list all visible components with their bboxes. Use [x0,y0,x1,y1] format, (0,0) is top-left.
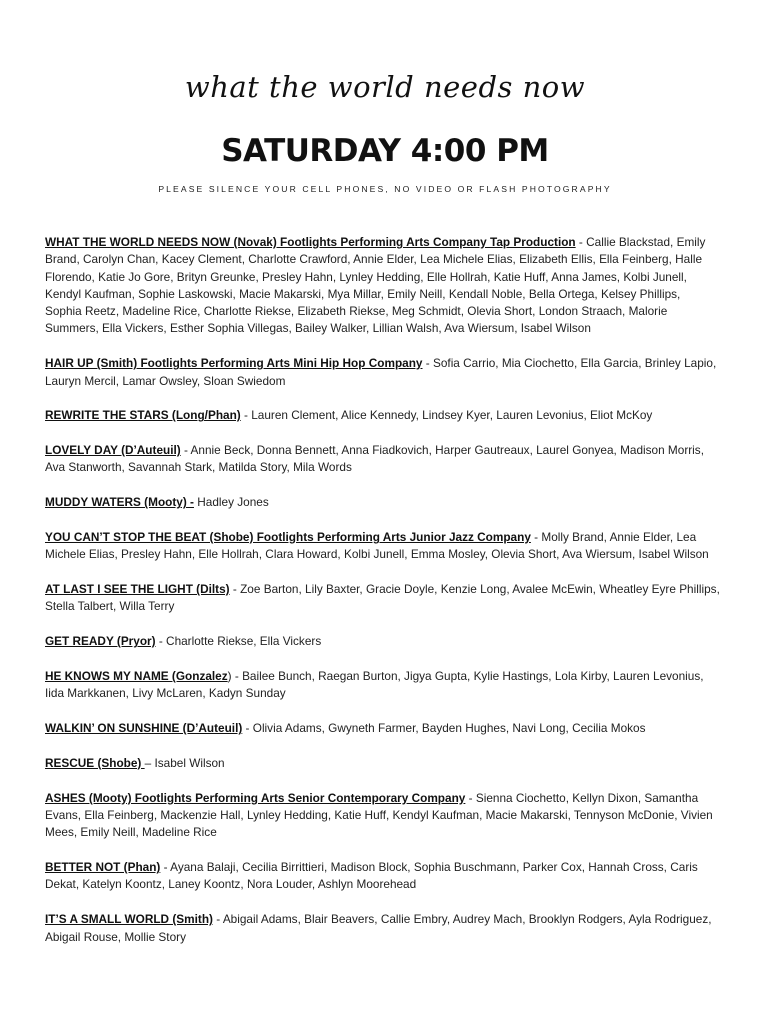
entry-heading: MUDDY WATERS (Mooty) - [45,495,194,510]
entry-performers: - Olivia Adams, Gwyneth Farmer, Bayden Hughes, Navi Long, Cecilia Mokos [242,721,646,736]
show-time-title: SATURDAY 4:00 PM [221,133,549,169]
entry-performers: - Molly Brand, Annie Elder, Lea Michele Elias, Presley Hahn, Elle Hollrah, Clara Howard, Kolbi Junell, Emma Mosley, Olevia Short, Ava Wiersum, Isabel Wilson [45,530,709,562]
entry-heading: IT’S A SMALL WORLD (Smith) [45,912,213,927]
program-entry [45,859,720,894]
entry-heading: WHAT THE WORLD NEEDS NOW (Novak) Footlights Performing Arts Company Tap Production [45,235,576,249]
program-entry [45,494,720,511]
program-entry [45,234,720,338]
program-entry [45,442,720,477]
entry-heading: HE KNOWS MY NAME (Gonzalez [45,669,228,684]
entry-performers: - Sienna Ciochetto, Kellyn Dixon, Samantha Evans, Ella Feinberg, Mackenzie Hall, Lynley Hedding, Katie Huff, Kendyl Kaufman, Macie Makarski, Tennyson McDonie, Vivien Mees, Emily Neill, Madeline Rice [45,790,713,840]
entry-heading: HAIR UP (Smith) Footlights Performing Arts Mini Hip Hop Company [45,356,423,371]
entry-heading: REWRITE THE STARS (Long/Phan) [45,408,241,423]
entry-heading: RESCUE (Shobe) [45,755,145,770]
entry-heading: WALKIN’ ON SUNSHINE (D’Auteuil) [45,721,243,736]
program-entry [45,720,720,737]
entry-heading: ASHES (Mooty) Footlights Performing Arts Senior Contemporary Company [45,790,466,805]
entry-performers: - Lauren Clement, Alice Kennedy, Lindsey Kyer, Lauren Levonius, Eliot McKoy [240,408,653,423]
entry-performers: - Callie Blackstad, Emily Brand, Carolyn Chan, Kacey Clement, Charlotte Crawford, Annie Elder, Lea Michele Elias, Elizabeth Ellis, Ella Feinberg, Halle Florendo, Katie Jo Gore, Brityn Greunke, Presley Hahn, Lynley Hedding, Elle Hollrah, Katie Huff, Anna James, Kolbi Junell, Kendyl Kaufman, Sophie Laskowski, Macie Makarski, Mya Millar, Emily Neill, Kendall Noble, Bella Ortega, Kelsey Phillips, Sophia Reetz, Madeline Rice, Charlotte Riekse, Elizabeth Riekse, Meg Schmidt, Olevia Short, London Straach, Malorie Summers, Ella Vickers, Esther Sophia Villegas, Bailey Walker, Lillian Walsh, Ava Wiersum, Isabel Wilson [45,235,706,336]
audience-notice: PLEASE SILENCE YOUR CELL PHONES, NO VIDEO OR FLASH PHOTOGRAPHY [158,184,612,194]
program-entry [45,668,720,703]
entry-performers: - Annie Beck, Donna Bennett, Anna Fiadkovich, Harper Gautreaux, Laurel Gonyea, Madison Morris, Ava Stanworth, Savannah Stark, Matilda Story, Mila Words [45,443,704,475]
entry-performers: – Isabel Wilson [144,755,225,770]
program-entry [45,755,720,772]
program-entry [45,633,720,650]
entry-heading: LOVELY DAY (D’Auteuil) [45,443,181,458]
entry-heading: GET READY (Pryor) [45,634,156,649]
program-entry [45,581,720,616]
script-title: what the world needs now [184,70,586,104]
entry-performers: ) - Bailee Bunch, Raegan Burton, Jigya Gupta, Kylie Hastings, Lola Kirby, Lauren Levonius, Iida Markkanen, Livy McLaren, Kadyn Sunday [45,669,704,701]
entry-performers: - Sofia Carrio, Mia Ciochetto, Ella Garcia, Brinley Lapio, Lauryn Mercil, Lamar Owsley, Sloan Swiedom [45,356,717,388]
program-entry [45,407,720,424]
program-entry [45,911,720,946]
entry-performers: - Charlotte Riekse, Ella Vickers [155,634,322,649]
entry-performers: Hadley Jones [193,495,269,510]
program-entry [45,355,720,390]
program-entry [45,529,720,564]
entry-performers: - Zoe Barton, Lily Baxter, Gracie Doyle, Kenzie Long, Avalee McEwin, Wheatley Eyre Phillips, Stella Talbert, Willa Terry [45,582,720,614]
entry-heading: YOU CAN’T STOP THE BEAT (Shobe) Footlights Performing Arts Junior Jazz Company [45,530,531,545]
entry-performers: - Ayana Balaji, Cecilia Birrittieri, Madison Block, Sophia Buschmann, Parker Cox, Hannah Cross, Caris Dekat, Katelyn Koontz, Laney Koontz, Nora Louder, Ashlyn Moorehead [45,860,698,892]
program-list [45,234,720,963]
entry-heading: AT LAST I SEE THE LIGHT (Dilts) [45,582,230,597]
entry-performers: - Abigail Adams, Blair Beavers, Callie Embry, Audrey Mach, Brooklyn Rodgers, Ayla Rodriguez, Abigail Rouse, Mollie Story [45,912,712,944]
entry-heading: BETTER NOT (Phan) [45,860,161,875]
program-entry [45,790,720,842]
